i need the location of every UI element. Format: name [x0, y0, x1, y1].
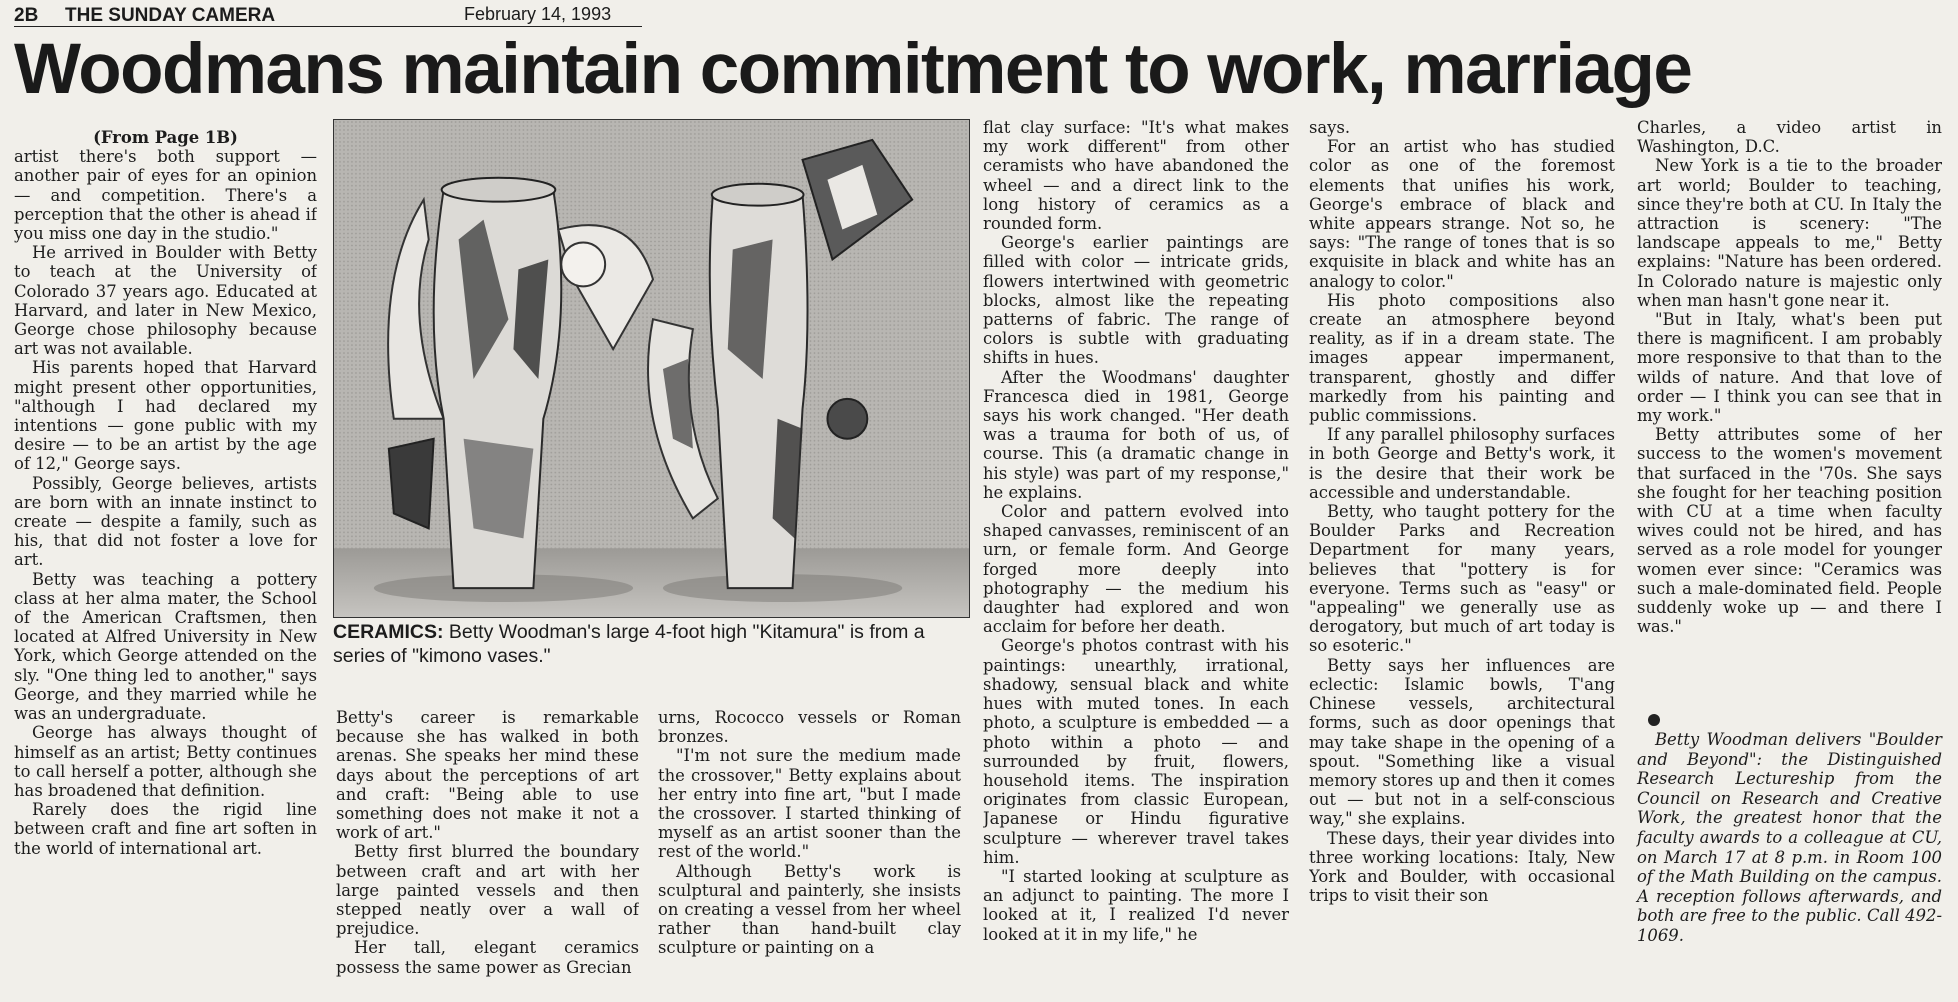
paragraph: artist there's both support — another pair of eyes for an opinion — and competition. There's a perception that the other is ahead if you miss one day in the studio.": [14, 147, 317, 244]
separator-bullet-icon: [1648, 714, 1660, 726]
issue-date: February 14, 1993: [464, 4, 612, 24]
caption-lead: CERAMICS:: [333, 621, 444, 643]
paragraph: Charles, a video artist in Washington, D.C.: [1637, 118, 1942, 157]
paragraph: For an artist who has studied color as one of the foremost elements that unifies his work, George's embrace of black and white appears strange. Not so, he says: "The range of tones that is so exquisite in black and white has an analogy to color.": [1309, 137, 1615, 291]
paragraph: His parents hoped that Harvard might present other opportunities, "although I had declared my intentions — gone public with my desire — to be an artist by the age of 12," George says.: [14, 358, 317, 474]
article-column-3-lower: [658, 708, 961, 994]
paragraph: His photo compositions also create an atmosphere beyond reality, as if in a dream state. The images appear impermanent, transparent, ghostly and differ markedly from his painting and public commissions.: [1309, 290, 1615, 426]
kimono-vases-image: [334, 120, 969, 617]
paragraph: George's earlier paintings are filled with color — intricate grids, flowers intertwined with geometric blocks, almost like the repeating patterns of fabric. The range of colors is subtle with graduating shifts in hues.: [983, 233, 1289, 368]
lecture-notice: Betty Woodman delivers "Boulder and Beyond": the Distinguished Research Lectureship from the Council on Research and Creative Work, the greatest honor that the faculty awards to a colleague at CU, on March 17 at 8 p.m. in Room 100 of the Math Building on the campus. A reception follows afterwards, and both are free to the public. Call 492-1069.: [1637, 730, 1942, 945]
paragraph: "I'm not sure the medium made the crossover," Betty explains about her entry into fine art, "but I made the crossover. I started thinking of myself as an artist sooner than the rest of the world.": [658, 746, 961, 862]
newspaper-name: THE SUNDAY CAMERA: [65, 5, 276, 26]
paragraph: flat clay surface: "It's what makes my work different" from other ceramists who have abandoned the wheel — and a direct link to the long history of ceramics as a rounded form.: [983, 118, 1289, 234]
paragraph: Betty's career is remarkable because she has walked in both arenas. She speaks her mind these days about the perceptions of art and craft: "Being able to use something does not make it not a work of art.": [336, 708, 639, 843]
article-column-5: [1637, 118, 1942, 710]
paragraph: urns, Rococco vessels or Roman bronzes.: [658, 708, 961, 747]
jump-line: (From Page 1B): [93, 128, 238, 147]
paragraph: Betty first blurred the boundary between craft and art with her large painted vessels and then stepped neatly over a wall of prejudice.: [336, 842, 639, 939]
paragraph: Her tall, elegant ceramics possess the same power as Grecian: [336, 938, 639, 977]
paragraph: says.: [1309, 118, 1351, 137]
ceramics-photo: [333, 119, 970, 618]
caption-text: Betty Woodman's large 4-foot high "Kitamura" is from a series of "kimono vases.": [333, 621, 925, 667]
article-column-1: [14, 128, 317, 994]
paragraph: After the Woodmans' daughter Francesca died in 1981, George says his work changed. "Her death was a trauma for both of us, of course. This (a dramatic change in his style) was part of my response," he explains.: [983, 367, 1289, 502]
paragraph: Betty says her influences are eclectic: Islamic bowls, T'ang Chinese vessels, architectural forms, such as door openings that may take shape in the opening of a spout. "Something like a visual memory stores up and then it comes out — but not in a self-conscious way," she explains.: [1309, 655, 1615, 829]
article-column-2: [336, 708, 639, 994]
paragraph: Betty attributes some of her success to the women's movement that surfaced in the '70s. She says she fought for her teaching position with CU at a time when faculty wives could not be hired, and has served as a role model for younger women ever since: "Ceramics was such a male-dominated field. People suddenly woke up — and there I was.": [1637, 425, 1942, 637]
paragraph: He arrived in Boulder with Betty to teach at the University of Colorado 37 years ago. Educated at Harvard, and later in New Mexico, George chose philosophy because art was not available.: [14, 243, 317, 359]
paragraph: Betty, who taught pottery for the Boulder Parks and Recreation Department for many years, believes that "pottery is for everyone. Terms such as "easy" or "appealing" we generally use as derogatory, but much of art today is so esoteric.": [1309, 502, 1615, 656]
headline: Woodmans maintain commitment to work, marriage: [14, 30, 1692, 109]
paragraph: Betty was teaching a pottery class at her alma mater, the School of the American Craftsmen, then located at Alfred University in New York, which George attended on the sly. "One thing led to another," says George, and they married while he was an undergraduate.: [14, 569, 317, 724]
paragraph: "But in Italy, what's been put there is magnificent. I am probably more responsive to that than to the wilds of nature. And that love of order — I think you can see that in my work.": [1637, 310, 1942, 426]
paragraph: These days, their year divides into three working locations: Italy, New York and Boulder, with occasional trips to visit their son: [1309, 828, 1615, 906]
paragraph: Although Betty's work is sculptural and painterly, she insists on creating a vessel from her wheel rather than hand-built clay sculpture or painting on a: [658, 861, 961, 958]
page-number: 2B: [14, 5, 39, 26]
paragraph: Color and pattern evolved into shaped canvasses, reminiscent of an urn, or female form. And George forged more deeply into photography — the medium his daughter had explored and won acclaim for before her death.: [983, 502, 1289, 637]
paragraph: Possibly, George believes, artists are born with an innate instinct to create — despite a family, such as his, that did not foster a love for art.: [14, 473, 317, 570]
paragraph: New York is a tie to the broader art world; Boulder to teaching, since they're both at CU. In Italy the attraction is scenery: "The landscape appeals to me," Betty explains: "Nature has been ordered. In Colorado nature is majestic only when man hasn't gone near it.: [1637, 156, 1942, 310]
article-column-3: [983, 118, 1289, 994]
paragraph: "I started looking at sculpture as an adjunct to painting. The more I looked at it, I realized I'd never looked at it in my life," he: [983, 866, 1289, 944]
paragraph: If any parallel philosophy surfaces in both George and Betty's work, it is the desire that their work be accessible and understandable.: [1309, 425, 1615, 502]
paragraph: Rarely does the rigid line between craft and fine art soften in the world of international art.: [14, 800, 317, 858]
masthead: [14, 4, 642, 27]
photo-caption: [333, 620, 970, 668]
article-column-4: [1309, 118, 1615, 994]
paragraph: George has always thought of himself as an artist; Betty continues to call herself a potter, although she has broadened that definition.: [14, 723, 317, 800]
paragraph: George's photos contrast with his paintings: unearthly, irrational, shadowy, sensual black and white hues with muted tones. In each photo, a sculpture is embedded — a photo within a photo — and surrounded by fruit, flowers, household items. The inspiration originates from classic European, Japanese or Hindu figurative sculpture — wherever travel takes him.: [983, 636, 1289, 867]
